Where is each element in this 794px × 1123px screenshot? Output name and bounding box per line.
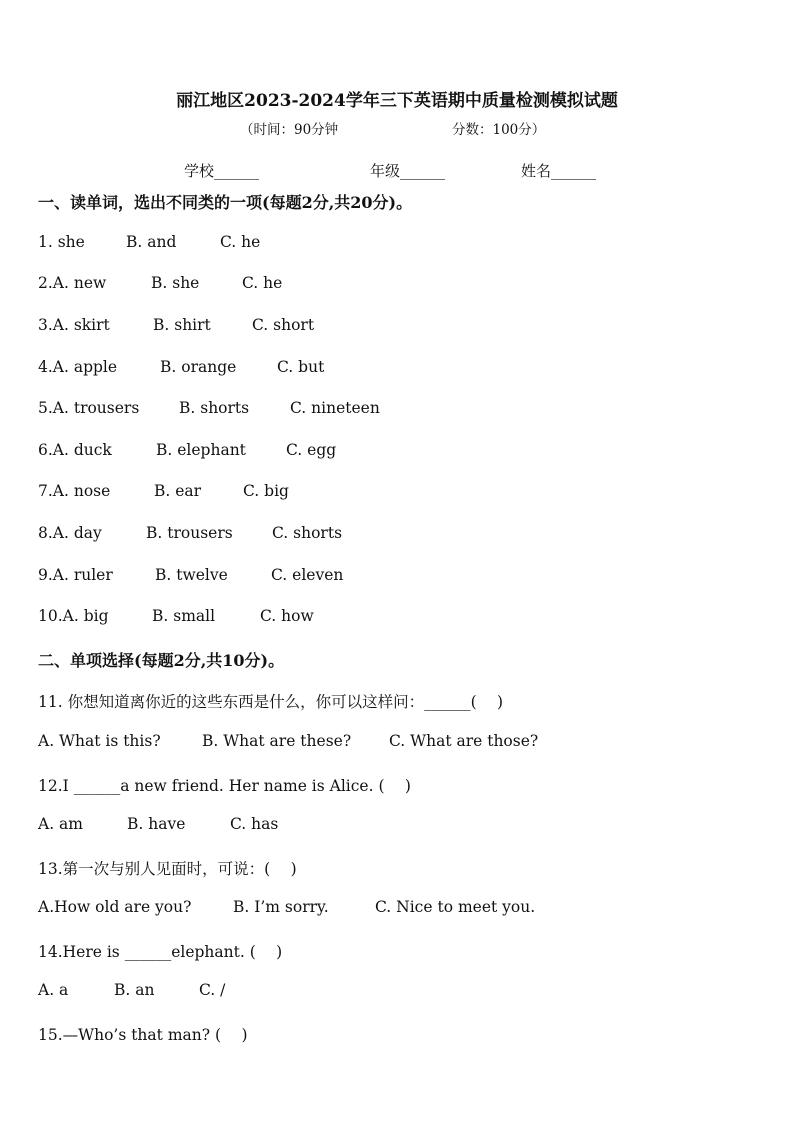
section-1-heading: 一、读单词，选出不同类的一项(每题2分,共20分)。 bbox=[38, 193, 413, 212]
exam-score: 分数：100分） bbox=[452, 122, 546, 138]
question-number-option-a: 10.A. big bbox=[38, 607, 109, 625]
option-b: B. shirt bbox=[153, 316, 211, 334]
option-c: C. nineteen bbox=[290, 399, 380, 417]
option-c: C. how bbox=[260, 607, 314, 625]
name-field: 姓名______ bbox=[521, 162, 597, 180]
option-b: B. small bbox=[152, 607, 216, 625]
option-b: B. trousers bbox=[146, 524, 233, 542]
question-number-option-a: 8.A. day bbox=[38, 524, 102, 542]
option-b: B. shorts bbox=[179, 399, 250, 417]
question-number-option-a: 7.A. nose bbox=[38, 482, 111, 500]
option-c: C. / bbox=[199, 981, 226, 999]
option-b: B. and bbox=[126, 233, 177, 251]
option-b: B. an bbox=[114, 981, 155, 999]
option-c: C. shorts bbox=[272, 524, 343, 542]
option-a: A. What is this? bbox=[38, 732, 161, 750]
question-number-option-a: 6.A. duck bbox=[38, 441, 112, 459]
question-number-option-a: 2.A. new bbox=[38, 274, 107, 292]
grade-field: 年级______ bbox=[370, 162, 446, 180]
question-11-text: 11. 你想知道离你近的这些东西是什么，你可以这样问：______( ) bbox=[38, 693, 504, 711]
option-b: B. I’m sorry. bbox=[233, 898, 329, 916]
question-number-option-a: 9.A. ruler bbox=[38, 566, 113, 584]
option-b: B. elephant bbox=[156, 441, 246, 459]
option-a: A. am bbox=[38, 815, 83, 833]
option-a: A.How old are you? bbox=[38, 898, 192, 916]
question-13-text: 13.第一次与别人见面时，可说：( ) bbox=[38, 860, 297, 878]
option-b: B. twelve bbox=[155, 566, 228, 584]
option-b: B. ear bbox=[154, 482, 202, 500]
question-14-text: 14.Here is ______elephant. ( ) bbox=[38, 943, 283, 961]
question-number-option-a: 5.A. trousers bbox=[38, 399, 140, 417]
option-b: B. she bbox=[151, 274, 200, 292]
exam-time: （时间：90分钟 bbox=[240, 122, 339, 138]
question-number-option-a: 4.A. apple bbox=[38, 358, 118, 376]
option-c: C. What are those? bbox=[389, 732, 539, 750]
option-b: B. have bbox=[127, 815, 186, 833]
option-c: C. big bbox=[243, 482, 289, 500]
question-number-option-a: 3.A. skirt bbox=[38, 316, 110, 334]
question-12-text: 12.I ______a new friend. Her name is Alice. ( ) bbox=[38, 777, 411, 795]
option-c: C. Nice to meet you. bbox=[375, 898, 536, 916]
school-field: 学校______ bbox=[184, 162, 260, 180]
option-c: C. but bbox=[277, 358, 325, 376]
question-number-option-a: 1. she bbox=[38, 233, 85, 251]
option-c: C. egg bbox=[286, 441, 337, 459]
option-c: C. eleven bbox=[271, 566, 344, 584]
option-c: C. he bbox=[242, 274, 283, 292]
option-b: B. What are these? bbox=[202, 732, 352, 750]
exam-title: 丽江地区2023-2024学年三下英语期中质量检测模拟试题 bbox=[176, 91, 618, 111]
question-15-text: 15.—Who’s that man? ( ) bbox=[38, 1026, 248, 1044]
section-2-heading: 二、单项选择(每题2分,共10分)。 bbox=[38, 651, 285, 670]
option-c: C. has bbox=[230, 815, 279, 833]
option-c: C. short bbox=[252, 316, 315, 334]
option-c: C. he bbox=[220, 233, 261, 251]
option-a: A. a bbox=[38, 981, 69, 999]
option-b: B. orange bbox=[160, 358, 237, 376]
